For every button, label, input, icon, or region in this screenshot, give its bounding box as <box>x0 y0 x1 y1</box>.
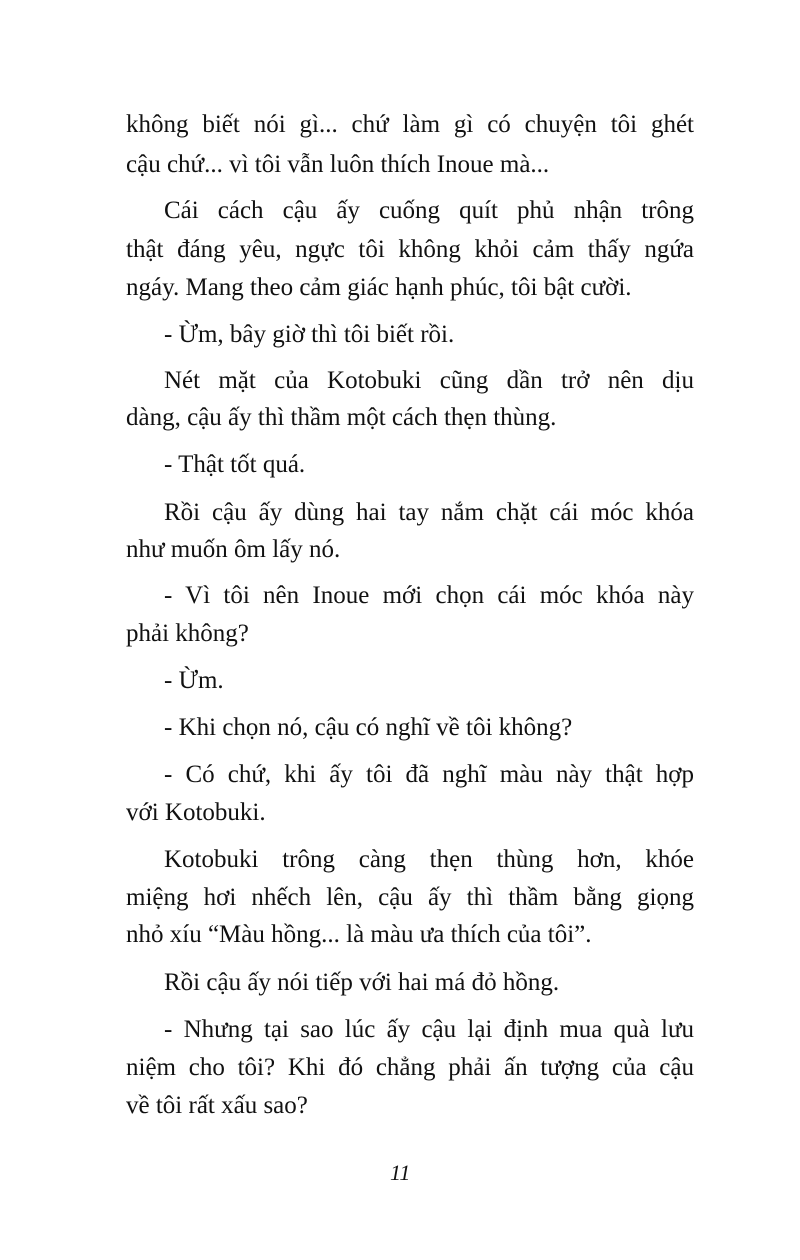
text-line: - Nhưng tại sao lúc ấy cậu lại định mua quà lưu <box>164 1016 694 1043</box>
text-line: - Ừm, bây giờ thì tôi biết rồi. <box>164 321 455 348</box>
text-line: thật đáng yêu, ngực tôi không khỏi cảm thấy ngứa <box>126 236 694 263</box>
text-line: - Khi chọn nó, cậu có nghĩ về tôi không? <box>164 714 573 741</box>
text-line: - Có chứ, khi ấy tôi đã nghĩ màu này thật hợp <box>164 761 694 788</box>
text-line: - Thật tốt quá. <box>164 451 306 478</box>
text-line: Nét mặt của Kotobuki cũng dần trở nên dịu <box>164 367 694 394</box>
text-line: ngáy. Mang theo cảm giác hạnh phúc, tôi bật cười. <box>126 274 632 301</box>
text-line: với Kotobuki. <box>126 799 266 826</box>
text-line: về tôi rất xấu sao? <box>126 1092 308 1119</box>
text-line: dàng, cậu ấy thì thầm một cách thẹn thùng. <box>126 404 557 431</box>
text-line: Cái cách cậu ấy cuống quít phủ nhận trông <box>164 197 694 224</box>
text-line: Rồi cậu ấy nói tiếp với hai má đỏ hồng. <box>164 969 560 996</box>
text-line: Kotobuki trông càng thẹn thùng hơn, khóe <box>164 846 694 873</box>
text-line: như muốn ôm lấy nó. <box>126 536 341 563</box>
text-line: niệm cho tôi? Khi đó chẳng phải ấn tượng của cậu <box>126 1054 694 1081</box>
text-line: không biết nói gì... chứ làm gì có chuyện tôi ghét <box>126 111 694 138</box>
text-line: miệng hơi nhếch lên, cậu ấy thì thầm bằng giọng <box>126 884 694 911</box>
text-line: - Vì tôi nên Inoue mới chọn cái móc khóa này <box>164 582 694 609</box>
page-number: 11 <box>390 1160 411 1185</box>
text-line: cậu chứ... vì tôi vẫn luôn thích Inoue mà... <box>126 151 550 178</box>
text-line: - Ừm. <box>164 667 224 694</box>
text-line: phải không? <box>126 620 249 647</box>
text-line: nhỏ xíu “Màu hồng... là màu ưa thích của tôi”. <box>126 921 592 948</box>
text-line: Rồi cậu ấy dùng hai tay nắm chặt cái móc khóa <box>164 499 694 526</box>
